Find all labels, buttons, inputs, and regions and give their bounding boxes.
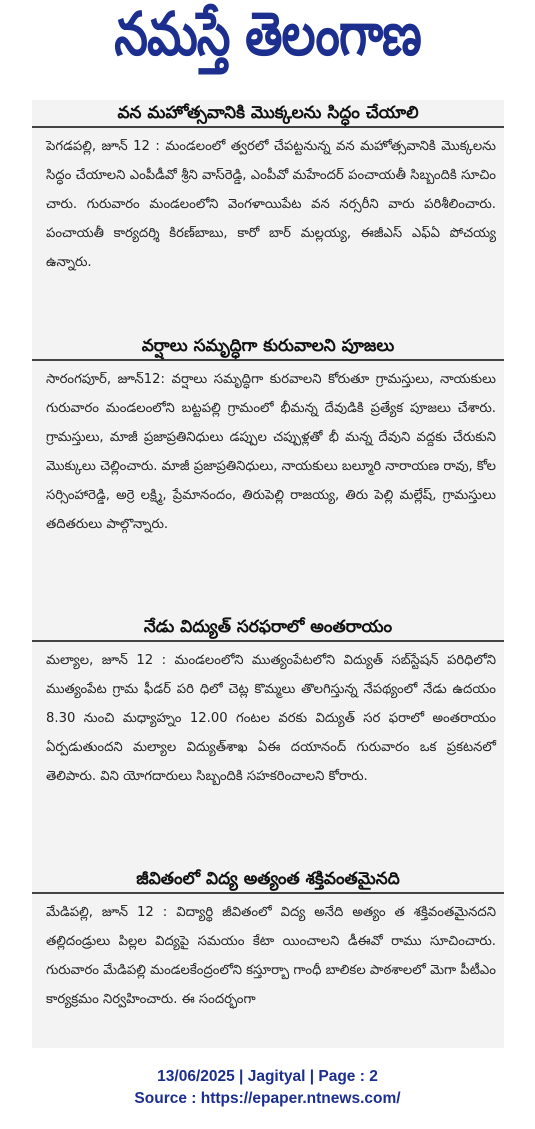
masthead — [0, 0, 535, 84]
article-body: సారంగపూర్, జూన్12: వర్షాలు సమృద్ధిగా కురవాలని కోరుతూ గ్రామస్తులు, నాయకులు గురువారం మండలంలోని బట్టపల్లి గ్రామంలో భీమన్న దేవుడికి ప్రత్యేక పూజలు చేశారు. గ్రామస్తులు, మాజీ ప్రజాప్రతినిధులు డప్పుల చప్పుళ్లతో భీ మన్న దేవుని వద్దకు చేరుకుని మొక్కులు చెల్లించారు. మాజీ ప్రజాప్రతినిధులు, నాయకులు బల్మూరి నారాయణ రావు, కోల సర్సింహారెడ్డి, అర్రె లక్ష్మి, ప్రేమానందం, తిరుపెల్లి రాజయ్య, తిరు పెల్లి మల్లేష్, గ్రామస్తులు తదితరులు పాల్గొన్నారు. — [46, 372, 496, 532]
article-power-interruption — [32, 614, 504, 791]
article-body: పెగడపల్లి, జూన్ 12 : మండలంలో త్వరలో చేపట్టనున్న వన మహోత్సవానికి మొక్కలను సిద్ధం చేయాలని ఎంపీడీవో శ్రీని వాస్‌రెడ్డి, ఎంపీవో మహేందర్ పంచాయతీ సిబ్బందికి సూచిం చారు. గురువారం మండలంలోని వెంగళాయిపేట వన నర్సరీని వారు పరిశీలించారు. పంచాయతీ కార్యదర్శి కిరణ్‌బాబు, కారో బార్ మల్లయ్య, ఈజీఎస్ ఎఫ్ఏ పోచయ్య ఉన్నారు. — [46, 139, 496, 270]
article-body: మల్యాల, జూన్ 12 : మండలంలోని ముత్యంపేటలోని విద్యుత్ సబ్‌స్టేషన్ పరిధిలోని ముత్యంపేట గ్రామ ఫీడర్ పరి ధిలో చెట్ల కొమ్మలు తొలగిస్తున్న నేపథ్యంలో నేడు ఉదయం 8.30 నుంచి మధ్యాహ్నం 12.00 గంటల వరకు విద్యుత్ సర ఫరాలో అంతరాయం ఏర్పడుతుందని మల్యాల విద్యుత్‌శాఖ ఏఈ దయానంద్ గురువారం ఒక ప్రకటనలో తెలిపారు. విని యోగదారులు సిబ్బందికి సహకరించాలని కోరారు. — [46, 653, 496, 784]
article-headline: నేడు విద్యుత్ సరఫరాలో అంతరాయం — [32, 614, 504, 642]
article-body: మేడిపల్లి, జూన్ 12 : విద్యార్థి జీవితంలో విద్య అనేది అత్యం త శక్తివంతమైనదని తల్లిదండ్రులు పిల్లల విద్యపై సమయం కేటా యించాలని డీఈవో రాము సూచించారు. గురువారం మేడిపల్లి మండలకేంద్రంలోని కస్తూర్బా గాంధీ బాలికల పాఠశాలలో మెగా పీటీఎం కార్యక్రమం నిర్వహించారు. ఈ సందర్భంగా — [46, 905, 496, 1007]
article-headline: వర్షాలు సమృద్ధిగా కురువాలని పూజలు — [32, 333, 504, 361]
article-headline: వన మహోత్సవానికి మొక్కలను సిద్ధం చేయాలి — [32, 100, 504, 128]
article-headline: జీవితంలో విద్య అత్యంత శక్తివంతమైనది — [32, 866, 504, 894]
article-rain-prayers — [32, 333, 504, 539]
footer-date-line: 13/06/2025 | Jagityal | Page : 2 — [157, 1068, 378, 1085]
footer-source-line: Source : https://epaper.ntnews.com/ — [134, 1090, 401, 1107]
article-vana-mahotsavam — [32, 100, 504, 277]
article-education — [32, 866, 504, 1014]
newspaper-clipping — [32, 100, 504, 1048]
masthead-title: నమస్తే తెలంగాణ — [114, 0, 421, 70]
